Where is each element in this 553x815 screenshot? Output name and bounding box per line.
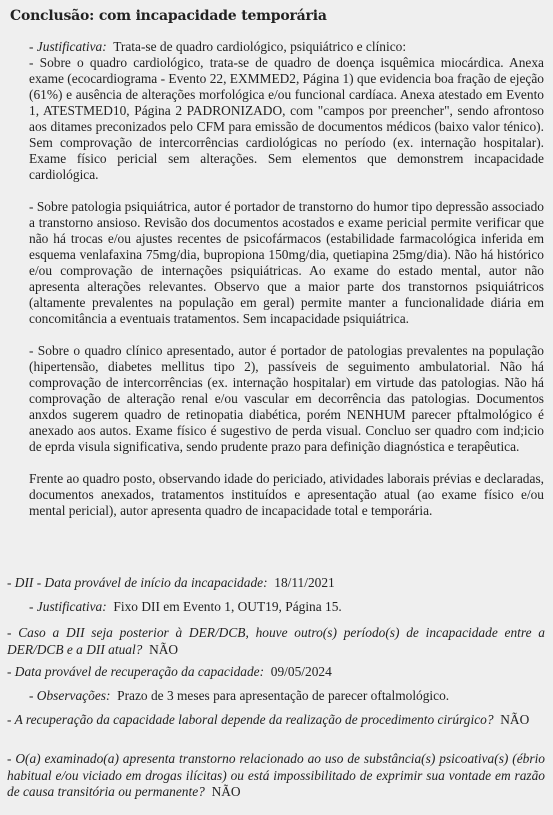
cirurgico-question-label: - A recuperação da capacidade laboral depende da realização de procedimento cirúrgico?: [7, 712, 494, 727]
justificativa-intro: Trata-se de quadro cardiológico, psiquiátrico e clínico:: [113, 39, 407, 54]
observacoes-value: Prazo de 3 meses para apresentação de parecer oftalmológico.: [117, 688, 450, 703]
cirurgico-question-value: NÃO: [500, 712, 530, 727]
dii-value: 18/11/2021: [274, 575, 335, 590]
dii-justificativa-label: - Justificativa:: [29, 599, 107, 614]
observacoes-row: [29, 688, 449, 705]
der-question-value: NÃO: [149, 641, 179, 657]
dii-label: - DII - Data provável de início da incapacidade:: [7, 575, 268, 590]
recuperacao-label: - Data provável de recuperação da capacidade:: [7, 664, 265, 679]
recuperacao-value: 09/05/2024: [270, 664, 332, 679]
der-question-label: - Caso a DII seja posterior à DER/DCB, houve outro(s) período(s) de incapacidade entre a DER/DCB e a DII atual?: [7, 625, 545, 657]
dii-row: [7, 575, 335, 592]
paragraph-clinico: - Sobre o quadro clínico apresentado, autor é portador de patologias prevalentes na população (hipertensão, diabetes mellitus tipo 2), passíveis de seguimento ambulatorial. Não há comprovação de intercorrências (ex. internação hospitalar) em virtude das patologias. Não há comprovação de alteração renal e/ou vascular em decorrência das patologias. Documentos anxdos sugerem quadro de retinopatia diabética, porém NENHUM parecer pftalmológico é anexado aos autos. Exame físico é sugestivo de perda visual. Concluo ser quadro com ind;icio de eprda visula significativa, sendo prudente prazo para definição diagnóstica e terapêutica.: [29, 343, 544, 454]
substancia-question-label: - O(a) examinado(a) apresenta transtorno relacionado ao uso de substância(s) psicoativa(s) (ébrio habitual e/ou viciado em drogas ilícitas) ou está impossibilitado de exprimir sua vontade em razão de causa transitória ou permanente?: [7, 751, 545, 799]
justificativa-label: - Justificativa:: [29, 39, 107, 54]
section-heading: Conclusão: com incapacidade temporária: [10, 8, 327, 24]
dii-justificativa-value: Fixo DII em Evento 1, OUT19, Página 15.: [113, 599, 342, 614]
paragraph-conclusao: Frente ao quadro posto, observando idade do periciado, atividades laborais prévias e declaradas, documentos anexados, tratamentos instituídos e apresentação atual (ao exame físico e/ou mental pericial), autor apresenta quadro de incapacidade total e temporária.: [29, 471, 544, 518]
paragraph-psiquiatrico: - Sobre patologia psiquiátrica, autor é portador de transtorno do humor tipo depressão associado a transtorno ansioso. Revisão dos documentos acostados e exame pericial permite verificar que não há trocas e/ou ajustes recentes de psicofármacos (estabilidade farmacológica inferida em esquema venlafaxina 75mg/dia, bupropiona 150mg/dia, quetiapina 25mg/dia). Não há histórico e/ou comprovação de internações psiquiátricas. Ao exame do estado mental, autor não apresenta alterações relevantes. Observo que a maior parte dos transtornos psiquiátricos (altamente prevalentes na população em geral) permite manter a funcionalidade diária em concomitância a eventuais tratamentos. Sem incapacidade psiquiátrica.: [29, 199, 544, 326]
justificativa-block: [29, 39, 544, 535]
recuperacao-row: [7, 664, 332, 681]
der-question-row: [7, 625, 545, 658]
substancia-question-value: NÃO: [211, 784, 241, 799]
substancia-question-row: [7, 751, 545, 801]
observacoes-label: - Observações:: [29, 688, 111, 703]
paragraph-cardiologico: - Sobre o quadro cardiológico, trata-se de quadro de doença isquêmica miocárdica. Anexa exame (ecocardiograma - Evento 22, EXMMED2, Página 1) que evidencia boa fração de ejeção (61%) e ausência de alterações morfológica e/ou funcional cardíaca. Anexa atestado em Evento 1, ATESTMED10, Página 2 PADRONIZADO, com "campos por preencher", sendo afrontoso aos ditames preconizados pelo CFM para emissão de documentos médicos (baixo valor ténico). Sem comprovação de intercorrências cardiológicas no período (ex. internação hospitalar). Exame físico pericial sem alterações. Sem elementos que demonstrem incapacidade cardiológica.: [29, 55, 544, 182]
cirurgico-question-row: [7, 712, 545, 729]
dii-justificativa-row: [29, 599, 342, 616]
